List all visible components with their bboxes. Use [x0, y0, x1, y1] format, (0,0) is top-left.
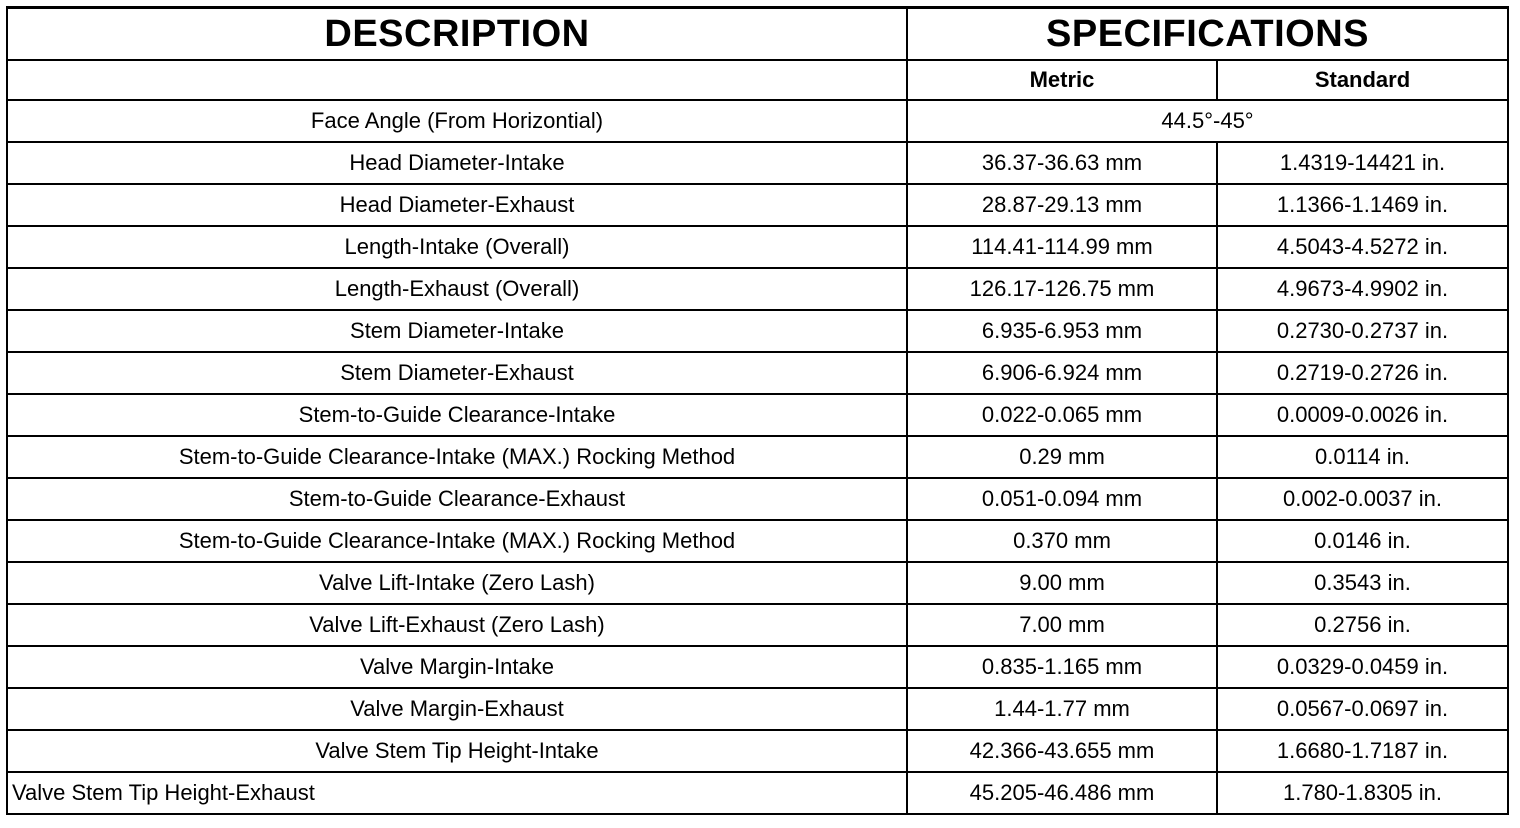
- table-row: [7, 394, 1508, 436]
- table-row-face-angle: [7, 100, 1508, 142]
- metric-cell: 0.370 mm: [907, 520, 1217, 562]
- table-row: [7, 436, 1508, 478]
- standard-cell: 0.0146 in.: [1217, 520, 1508, 562]
- metric-cell: 6.935-6.953 mm: [907, 310, 1217, 352]
- description-cell: Stem-to-Guide Clearance-Intake (MAX.) Rocking Method: [7, 436, 907, 478]
- table-row: [7, 184, 1508, 226]
- valve-specifications-table: [6, 6, 1509, 815]
- description-cell: Length-Intake (Overall): [7, 226, 907, 268]
- metric-cell: 0.022-0.065 mm: [907, 394, 1217, 436]
- metric-cell: 0.29 mm: [907, 436, 1217, 478]
- description-cell: Stem-to-Guide Clearance-Intake (MAX.) Rocking Method: [7, 520, 907, 562]
- standard-cell: 0.2756 in.: [1217, 604, 1508, 646]
- description-cell: Valve Lift-Intake (Zero Lash): [7, 562, 907, 604]
- standard-cell: 0.3543 in.: [1217, 562, 1508, 604]
- metric-cell: 9.00 mm: [907, 562, 1217, 604]
- face-angle-value: 44.5°-45°: [907, 100, 1508, 142]
- metric-cell: 114.41-114.99 mm: [907, 226, 1217, 268]
- table-row: [7, 142, 1508, 184]
- description-cell: Length-Exhaust (Overall): [7, 268, 907, 310]
- description-cell: Valve Stem Tip Height-Exhaust: [7, 772, 907, 814]
- standard-header: Standard: [1217, 60, 1508, 100]
- description-cell: Stem Diameter-Intake: [7, 310, 907, 352]
- metric-cell: 6.906-6.924 mm: [907, 352, 1217, 394]
- description-cell: Valve Margin-Exhaust: [7, 688, 907, 730]
- table-row: [7, 772, 1508, 814]
- table-row: [7, 268, 1508, 310]
- standard-cell: 4.5043-4.5272 in.: [1217, 226, 1508, 268]
- table-row: [7, 352, 1508, 394]
- table-row: [7, 688, 1508, 730]
- standard-cell: 4.9673-4.9902 in.: [1217, 268, 1508, 310]
- standard-cell: 0.2730-0.2737 in.: [1217, 310, 1508, 352]
- header-row: [7, 8, 1508, 61]
- metric-cell: 42.366-43.655 mm: [907, 730, 1217, 772]
- metric-header: Metric: [907, 60, 1217, 100]
- standard-cell: 1.1366-1.1469 in.: [1217, 184, 1508, 226]
- table-row: [7, 562, 1508, 604]
- standard-cell: 1.6680-1.7187 in.: [1217, 730, 1508, 772]
- subheader-row: [7, 60, 1508, 100]
- description-cell: Stem Diameter-Exhaust: [7, 352, 907, 394]
- metric-cell: 7.00 mm: [907, 604, 1217, 646]
- metric-cell: 36.37-36.63 mm: [907, 142, 1217, 184]
- description-cell: Head Diameter-Exhaust: [7, 184, 907, 226]
- description-cell: Stem-to-Guide Clearance-Intake: [7, 394, 907, 436]
- empty-subheader-cell: [7, 60, 907, 100]
- face-angle-description: Face Angle (From Horizontial): [7, 100, 907, 142]
- metric-cell: 0.051-0.094 mm: [907, 478, 1217, 520]
- table-row: [7, 520, 1508, 562]
- metric-cell: 45.205-46.486 mm: [907, 772, 1217, 814]
- standard-cell: 1.780-1.8305 in.: [1217, 772, 1508, 814]
- description-cell: Head Diameter-Intake: [7, 142, 907, 184]
- standard-cell: 0.0009-0.0026 in.: [1217, 394, 1508, 436]
- metric-cell: 28.87-29.13 mm: [907, 184, 1217, 226]
- table-row: [7, 310, 1508, 352]
- metric-cell: 1.44-1.77 mm: [907, 688, 1217, 730]
- standard-cell: 1.4319-14421 in.: [1217, 142, 1508, 184]
- table-row: [7, 226, 1508, 268]
- standard-cell: 0.0567-0.0697 in.: [1217, 688, 1508, 730]
- metric-cell: 0.835-1.165 mm: [907, 646, 1217, 688]
- standard-cell: 0.0114 in.: [1217, 436, 1508, 478]
- metric-cell: 126.17-126.75 mm: [907, 268, 1217, 310]
- standard-cell: 0.002-0.0037 in.: [1217, 478, 1508, 520]
- standard-cell: 0.0329-0.0459 in.: [1217, 646, 1508, 688]
- description-cell: Valve Margin-Intake: [7, 646, 907, 688]
- table-row: [7, 478, 1508, 520]
- table-row: [7, 730, 1508, 772]
- description-cell: Valve Lift-Exhaust (Zero Lash): [7, 604, 907, 646]
- description-cell: Stem-to-Guide Clearance-Exhaust: [7, 478, 907, 520]
- description-cell: Valve Stem Tip Height-Intake: [7, 730, 907, 772]
- table-row: [7, 646, 1508, 688]
- specifications-header: SPECIFICATIONS: [907, 8, 1508, 61]
- description-header: DESCRIPTION: [7, 8, 907, 61]
- standard-cell: 0.2719-0.2726 in.: [1217, 352, 1508, 394]
- table-row: [7, 604, 1508, 646]
